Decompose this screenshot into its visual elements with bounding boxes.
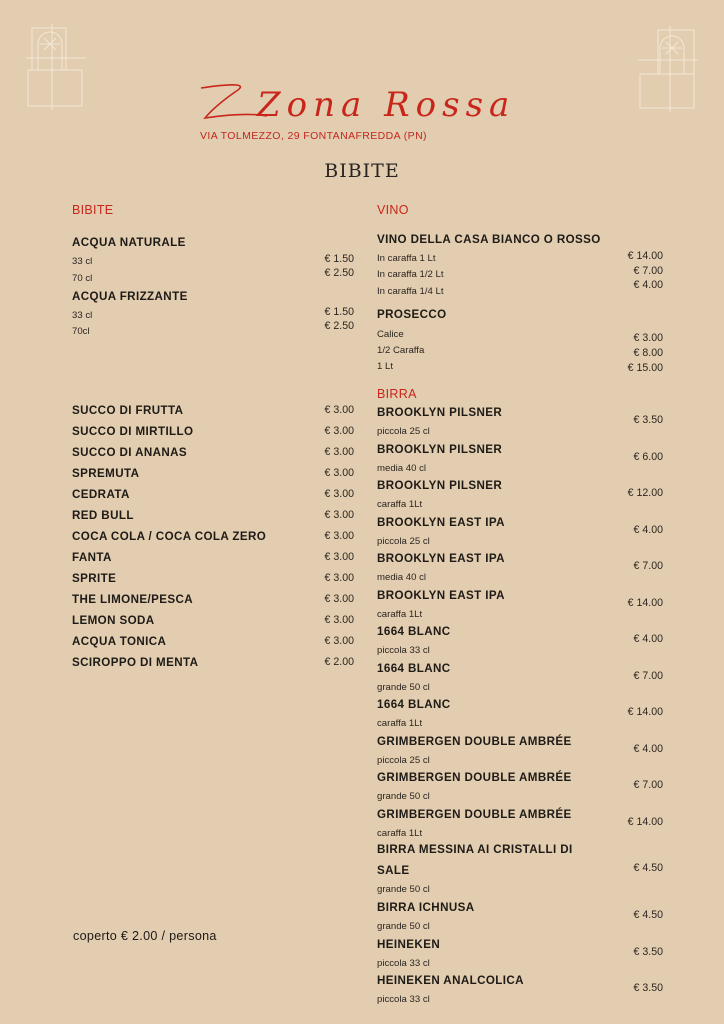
beer-item-name: GRIMBERGEN DOUBLE AMBRÉE	[377, 734, 572, 748]
drink-item-price: € 3.00	[324, 404, 354, 416]
drink-item-name: LEMON SODA	[72, 614, 155, 627]
item-messina: BIRRA MESSINA AI CRISTALLI DI	[377, 843, 573, 856]
beer-item-price: € 3.50	[633, 982, 663, 994]
item-size: 70cl	[72, 326, 90, 337]
drink-item-price: € 3.00	[324, 488, 354, 500]
drink-item-price: € 3.00	[324, 509, 354, 521]
item-price: € 15.00	[627, 362, 663, 374]
drink-item-name: SUCCO DI ANANAS	[72, 446, 188, 459]
drink-item-name: SUCCO DI MIRTILLO	[72, 425, 194, 438]
item-price: € 7.00	[633, 265, 663, 277]
beer-item-price: € 4.00	[633, 633, 663, 645]
beer-item-name: HEINEKEN ANALCOLICA	[377, 974, 524, 987]
drink-item-name: CEDRATA	[72, 488, 130, 501]
beer-item-name: HEINEKEN	[377, 937, 441, 951]
beer-item-name: BROOKLYN EAST IPA	[377, 588, 505, 602]
section-bibite: BIBITE	[72, 203, 114, 217]
beer-item-price: € 14.00	[627, 706, 663, 718]
item-size: grande 50 cl	[377, 884, 430, 895]
beer-item-size: caraffa 1Lt	[377, 608, 423, 620]
drink-item-price: € 3.00	[324, 572, 354, 584]
logo-text: Zona Rossa	[257, 85, 516, 125]
beer-item-size: grande 50 cl	[377, 921, 430, 932]
drink-item-name: SPRITE	[72, 572, 117, 585]
item-size: 33 cl	[72, 256, 93, 267]
item-price: € 14.00	[627, 250, 663, 262]
beer-item-name: 1664 BLANC	[377, 625, 451, 638]
item-acqua-frizzante: ACQUA FRIZZANTE	[72, 290, 188, 303]
drink-item-name: SCIROPPO DI MENTA	[72, 656, 199, 669]
drink-item-name: SUCCO DI FRUTTA	[72, 404, 184, 417]
beer-item-size: caraffa 1Lt	[377, 718, 423, 729]
beer-item-size: media 40 cl	[377, 572, 427, 583]
logo	[195, 72, 555, 132]
page-title: BIBITE	[324, 160, 400, 182]
item-size: In caraffa 1/4 Lt	[377, 286, 444, 297]
beer-item-name: BROOKLYN EAST IPA	[377, 552, 505, 565]
drink-item-price: € 3.00	[324, 425, 354, 437]
beer-item-price: € 6.00	[633, 450, 663, 463]
beer-item-price: € 4.50	[633, 909, 663, 921]
coperto-note: coperto € 2.00 / persona	[73, 929, 217, 943]
drink-item-name: RED BULL	[72, 509, 134, 522]
beer-item-price: € 14.00	[627, 815, 663, 828]
beer-item-size: grande 50 cl	[377, 681, 430, 693]
item-price: € 1.50	[324, 306, 354, 318]
item-size: 70 cl	[72, 273, 93, 284]
beer-item-size: piccola 33 cl	[377, 994, 430, 1005]
beer-item-price: € 4.00	[633, 523, 663, 536]
drink-item-price: € 3.00	[324, 551, 354, 563]
beer-item-price: € 7.00	[633, 779, 663, 791]
drink-item-price: € 3.00	[324, 446, 354, 458]
beer-item-name: BROOKLYN PILSNER	[377, 442, 503, 456]
beer-item-size: piccola 33 cl	[377, 957, 430, 969]
item-size: 1/2 Caraffa	[377, 345, 425, 356]
drink-item-price: € 3.00	[324, 614, 354, 626]
beer-item-name: BIRRA ICHNUSA	[377, 901, 475, 914]
drink-item-name: COCA COLA / COCA COLA ZERO	[72, 530, 267, 543]
beer-item-size: grande 50 cl	[377, 791, 430, 802]
beer-item-name: GRIMBERGEN DOUBLE AMBRÉE	[377, 771, 572, 784]
beer-item-name: BROOKLYN PILSNER	[377, 406, 503, 419]
item-price: € 2.50	[324, 267, 354, 279]
item-size: 1 Lt	[377, 361, 394, 372]
beer-item-size: piccola 33 cl	[377, 645, 430, 656]
drink-item-price: € 3.00	[324, 530, 354, 542]
address: VIA TOLMEZZO, 29 FONTANAFREDDA (PN)	[200, 130, 427, 142]
beer-item-price: € 7.00	[633, 669, 663, 682]
item-price: € 8.00	[633, 347, 663, 359]
beer-item-name: 1664 BLANC	[377, 661, 451, 675]
drink-item-price: € 2.00	[324, 656, 354, 668]
item-size: In caraffa 1 Lt	[377, 253, 436, 264]
beer-item-size: media 40 cl	[377, 462, 427, 474]
beer-item-size: piccola 25 cl	[377, 754, 430, 766]
beer-item-price: € 3.50	[633, 945, 663, 958]
item-vino-casa: VINO DELLA CASA BIANCO O ROSSO	[377, 233, 601, 246]
section-birra: BIRRA	[377, 387, 417, 401]
drink-item-name: ACQUA TONICA	[72, 635, 167, 648]
beer-item-size: piccola 25 cl	[377, 426, 430, 437]
item-price: € 2.50	[324, 320, 354, 332]
item-price: € 3.00	[633, 332, 663, 344]
item-prosecco: PROSECCO	[377, 308, 447, 321]
section-vino: VINO	[377, 203, 409, 217]
item-price: € 4.50	[633, 862, 663, 874]
drink-item-name: SPREMUTA	[72, 467, 140, 480]
beer-item-price: € 12.00	[627, 487, 663, 499]
corner-ornament-left	[26, 24, 98, 114]
beer-item-price: € 7.00	[633, 560, 663, 572]
beer-item-size: piccola 25 cl	[377, 535, 430, 547]
item-price: € 4.00	[633, 279, 663, 291]
drink-item-name: FANTA	[72, 551, 112, 564]
item-price: € 1.50	[324, 253, 354, 265]
item-size: 33 cl	[72, 310, 93, 321]
beer-item-price: € 3.50	[633, 414, 663, 426]
beer-item-name: BROOKLYN PILSNER	[377, 479, 503, 492]
drink-item-name: THE LIMONE/PESCA	[72, 593, 194, 606]
beer-item-price: € 4.00	[633, 742, 663, 755]
beer-item-price: € 14.00	[627, 596, 663, 609]
item-size: In caraffa 1/2 Lt	[377, 269, 444, 280]
item-size: Calice	[377, 329, 404, 340]
item-acqua-naturale: ACQUA NATURALE	[72, 236, 186, 249]
drink-item-price: € 3.00	[324, 467, 354, 479]
beer-item-name: GRIMBERGEN DOUBLE AMBRÉE	[377, 807, 572, 821]
beer-item-name: BROOKLYN EAST IPA	[377, 515, 505, 529]
drink-item-price: € 3.00	[324, 593, 354, 605]
beer-item-size: caraffa 1Lt	[377, 827, 423, 839]
item-messina-line2: SALE	[377, 864, 410, 877]
corner-ornament-right	[626, 26, 698, 116]
beer-item-name: 1664 BLANC	[377, 698, 451, 711]
beer-item-size: caraffa 1Lt	[377, 499, 423, 510]
drink-item-price: € 3.00	[324, 635, 354, 647]
